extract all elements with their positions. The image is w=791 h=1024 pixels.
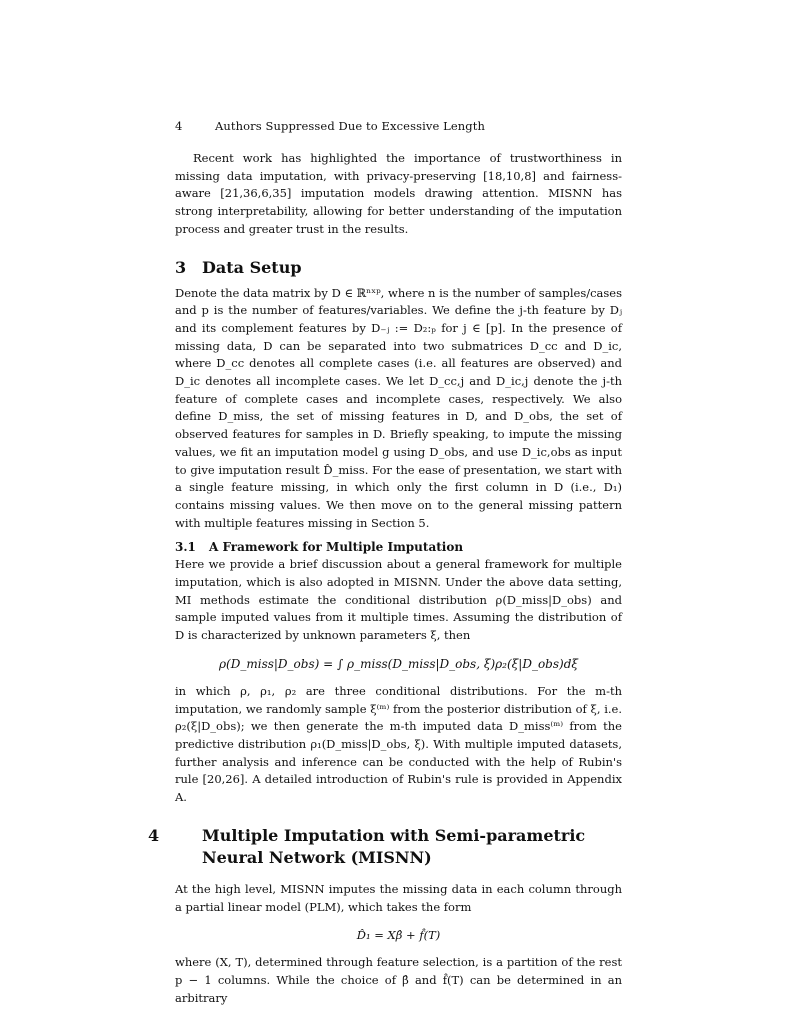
mi-sampling-paragraph: in which ρ, ρ₁, ρ₂ are three conditional distributions. For the m-th imputation, we randomly sample ξ⁽ᵐ⁾ from the posterior distribution of ξ, i.e. ρ₂(ξ|D_obs); we then generate the m-th imputed data D_miss⁽ᵐ⁾ from the predictive distribution ρ₁(D_miss|D_obs, ξ). With multiple imputed datasets, further analysis and inference can be conducted with the help of Rubin's rule [20,26]. A detailed introduction of Rubin's rule is provided in Appendix A.	[175, 683, 622, 805]
section-number: 4	[148, 825, 160, 845]
section-heading-misnn	[148, 825, 622, 869]
mi-framework-paragraph: Here we provide a brief discussion about a general framework for multiple imputation, which is also adopted in MISNN. Under the above data setting, MI methods estimate the conditional distribution ρ(D_miss|D_obs) and sample imputed values from it multiple times. Assuming the distribution of D is characterized by unknown parameters ξ, then	[175, 557, 622, 643]
intro-paragraph: Recent work has highlighted the importance of trustworthiness in missing data imputation, with privacy-preserving [18,10,8] and fairness-aware [21,36,6,35] imputation models drawing attention. MISNN has strong interpretability, allowing for better understanding of the imputation process and greater trust in the results.	[175, 151, 622, 236]
misnn-intro-paragraph: At the high level, MISNN imputes the missing data in each column through a partial linear model (PLM), which takes the form	[175, 881, 622, 914]
subsection-heading-mi-framework	[175, 538, 622, 556]
subsection-number: 3.1	[175, 540, 196, 555]
posterior-equation: ρ(D_miss|D_obs) = ∫ ρ_miss(D_miss|D_obs, ξ)ρ₂(ξ|D_obs)dξ	[219, 656, 578, 671]
page-content	[148, 150, 622, 1007]
running-title: Authors Suppressed Due to Excessive Length	[215, 119, 485, 133]
plm-description-paragraph: where (X, T), determined through feature selection, is a partition of the rest p − 1 columns. While the choice of β̂ and f̂(T) can be determined in an arbitrary	[175, 955, 622, 1005]
data-setup-paragraph: Denote the data matrix by D ∈ ℝⁿˣᵖ, where n is the number of samples/cases and p is the number of features/variables. We define the j-th feature by Dⱼ and its complement features by D₋ⱼ := D₂:ₚ for j ∈ [p]. In the presence of missing data, D can be separated into two submatrices D_cc and D_ic, where D_cc denotes all complete cases (i.e. all features are observed) and D_ic denotes all incomplete cases. We let D_cc,j and D_ic,j denote the j-th feature of complete cases and incomplete cases, respectively. We also define D_miss, the set of missing features in D, and D_obs, the set of observed features for samples in D. Briefly speaking, to impute the missing values, we fit an imputation model g using D_obs, and use D_ic,obs as input to give imputation result D̂_miss. For the ease of presentation, we start with a single feature missing, in which only the first column in D (i.e., D₁) contains missing values. We then move on to the general missing pattern with multiple features missing in Section 5.	[175, 285, 622, 530]
section-heading-data-setup	[175, 257, 622, 279]
plm-equation: D̂₁ = Xβ̂ + f̂(T)	[356, 928, 441, 943]
section-number: 3	[175, 257, 187, 277]
section-title: Multiple Imputation with Semi-parametric Neural Network (MISNN)	[202, 825, 586, 867]
page-number: 4	[175, 119, 183, 133]
subsection-title: A Framework for Multiple Imputation	[209, 540, 464, 555]
section-title: Data Setup	[202, 257, 302, 277]
running-header	[175, 119, 485, 133]
